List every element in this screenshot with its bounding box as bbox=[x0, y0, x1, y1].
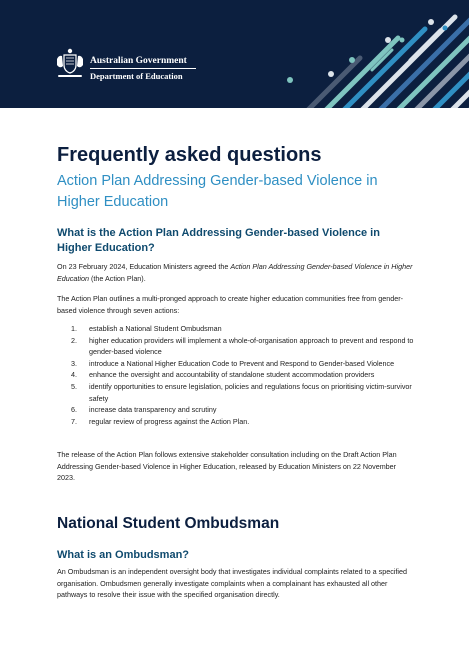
intro-text-start: On 23 February 2024, Education Ministers agreed the bbox=[57, 262, 231, 271]
list-number: 7. bbox=[71, 416, 77, 426]
list-text: introduce a National Higher Education Code to Prevent and Respond to Gender-based Violence bbox=[89, 358, 395, 368]
paragraph-overview: The Action Plan outlines a multi-pronged approach to create higher education communities free from gender-based violence through seven actions: bbox=[57, 294, 403, 315]
paragraph-ombudsman: An Ombudsman is an independent oversight body that investigates individual complaints related to a specified organisation. Ombudsmen generally investigate complaints when a complainant has exhausted all other pathways to resolve their issue with the specified organisation directly. bbox=[57, 567, 408, 600]
list-item bbox=[57, 335, 417, 358]
list-number: 6. bbox=[71, 405, 77, 415]
gov-line1: Australian Government bbox=[90, 56, 187, 66]
list-text: increase data transparency and scrutiny bbox=[89, 405, 217, 415]
actions-list bbox=[57, 323, 417, 427]
list-item bbox=[57, 323, 417, 335]
subheading-what-is-ombudsman: What is an Ombudsman? bbox=[57, 549, 190, 561]
list-number: 4. bbox=[71, 370, 77, 380]
list-number: 3. bbox=[71, 358, 77, 368]
list-item bbox=[57, 358, 417, 370]
list-text: regular review of progress against the Action Plan. bbox=[89, 416, 250, 426]
list-text: enhance the oversight and accountability of standalone student accommodation providers bbox=[89, 370, 375, 380]
gov-line2: Department of Education bbox=[90, 71, 183, 81]
list-item bbox=[57, 381, 417, 404]
coat-of-arms-icon bbox=[55, 47, 85, 79]
list-item bbox=[57, 404, 417, 416]
section-heading-ombudsman: National Student Ombudsman bbox=[57, 515, 280, 532]
header-banner bbox=[0, 0, 469, 108]
list-text: establish a National Student Ombudsman bbox=[89, 324, 222, 333]
list-number: 5. bbox=[71, 381, 77, 391]
page-subtitle: Action Plan Addressing Gender-based Violence in Higher Education bbox=[57, 173, 378, 210]
section-heading-action-plan: What is the Action Plan Addressing Gender-based Violence in Higher Education? bbox=[57, 227, 380, 254]
list-number: 2. bbox=[71, 335, 77, 345]
intro-text-end: (the Action Plan). bbox=[88, 273, 146, 283]
list-number: 1. bbox=[71, 324, 77, 333]
page-title: Frequently asked questions bbox=[57, 144, 322, 166]
list-text: higher education providers will implement a whole-of-organisation approach to prevent and respond to gender-based violence bbox=[89, 335, 414, 357]
list-item bbox=[57, 369, 417, 381]
list-text: identify opportunities to ensure legislation, policies and regulations focus on prioritising victim-survivor safety bbox=[89, 381, 412, 403]
intro-text-italic: Action Plan Addressing Gender-based Violence in Higher Education bbox=[57, 262, 413, 283]
paragraph-intro bbox=[57, 261, 415, 284]
government-logo-text bbox=[90, 55, 196, 82]
logo-divider bbox=[90, 68, 196, 69]
paragraph-consultation: The release of the Action Plan follows extensive stakeholder consultation including on the Draft Action Plan Addressing Gender-based Violence in Higher Education, released by Education Ministers on 22 November 2023. bbox=[57, 450, 397, 483]
list-item bbox=[57, 416, 417, 428]
